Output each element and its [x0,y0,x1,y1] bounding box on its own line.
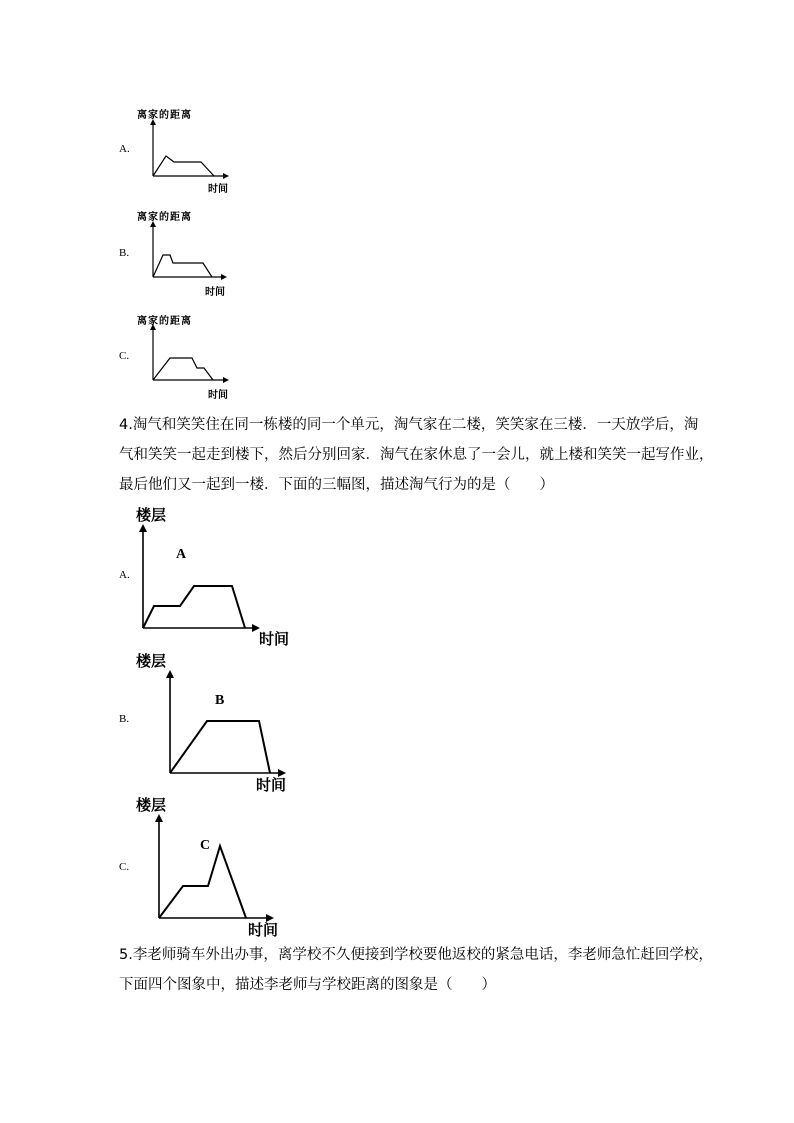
y-axis-label: 离家的距离 [137,110,192,121]
y-axis-label: 楼层 [136,506,167,524]
question-5-line-1: 5.李老师骑车外出办事，离学校不久便接到学校要他返校的紧急电话，李老师急忙赶回学校， [119,947,713,963]
question-4-line-3: 最后他们又一起到一楼．下面的三幅图，描述淘气行为的是（ ） [119,477,554,493]
option-label-c: C. [119,861,130,873]
x-axis-label: 时间 [259,630,290,648]
x-axis-label: 时间 [205,287,225,298]
option-label-b: B. [119,247,130,259]
x-axis-label: 时间 [208,390,228,401]
question-5-line-2: 下面四个图象中，描述李老师与学校距离的图象是（ ） [119,977,496,993]
graph-letter: B [215,693,225,708]
y-axis-label: 楼层 [136,796,167,814]
question-4-line-1: 4.淘气和笑笑住在同一栋楼的同一个单元，淘气家在二楼，笑笑家在三楼．一天放学后，淘 [119,417,699,433]
x-axis-label: 时间 [208,184,228,195]
option-label-b: B. [119,713,130,725]
question-4-line-2: 气和笑笑一起走到楼下，然后分别回家．淘气在家休息了一会儿，就上楼和笑笑一起写作业， [119,447,714,463]
y-axis-label: 楼层 [136,652,167,670]
x-axis-label: 时间 [256,776,287,794]
x-axis-label: 时间 [248,921,279,939]
y-axis-label: 离家的距离 [137,316,192,327]
graph-letter: C [200,838,211,853]
option-label-c: C. [119,350,130,362]
option-label-a: A. [119,143,130,155]
option-label-a: A. [119,569,130,581]
graph-line [159,846,246,918]
y-axis-label: 离家的距离 [137,212,192,223]
graph-letter: A [176,547,187,562]
